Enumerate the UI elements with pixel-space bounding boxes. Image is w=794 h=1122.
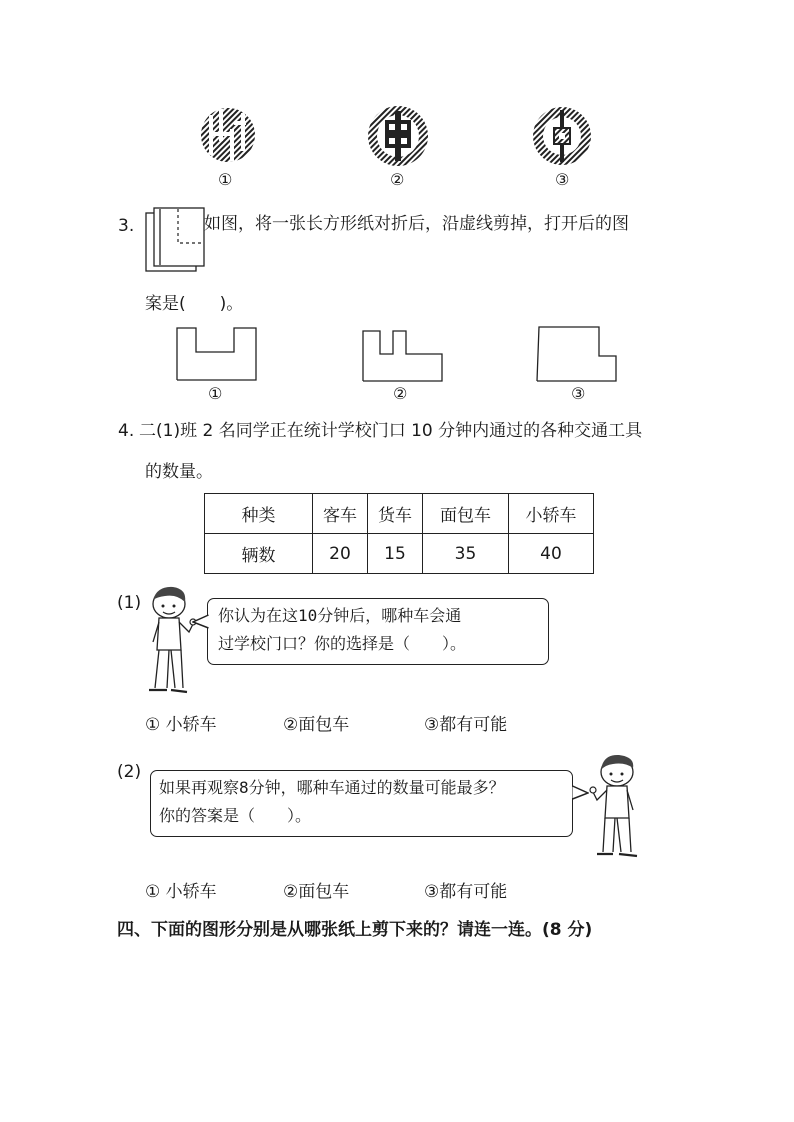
table-header-cell: 小轿车 [509, 494, 594, 534]
q4-sub1-option-1[interactable]: ① 小轿车 [145, 715, 217, 735]
table-cell: 40 [509, 534, 594, 574]
table-header-cell: 面包车 [423, 494, 509, 534]
q3-choice-2-label: ② [393, 384, 408, 403]
logo-1-label: ① [218, 170, 233, 189]
q4-text-line1: 二(1)班 2 名同学正在统计学校门口 10 分钟内通过的各种交通工具 [139, 421, 643, 441]
bubble-2-line2: 你的答案是（ ）。 [159, 806, 312, 825]
speech-bubble-1 [207, 598, 549, 665]
table-row [205, 534, 594, 574]
vehicle-count-table [204, 493, 594, 574]
q3-choice-2-shape [362, 330, 444, 382]
q4-sub2-option-2[interactable]: ②面包车 [283, 882, 350, 902]
folded-paper-figure [144, 207, 206, 273]
table-cell: 20 [313, 534, 368, 574]
q4-sub1-label: (1) [117, 593, 142, 613]
q3-number: 3. [118, 216, 135, 236]
boy-illustration-left [143, 584, 203, 696]
table-header-cell: 货车 [368, 494, 423, 534]
table-header-cell: 客车 [313, 494, 368, 534]
table-header-row [205, 494, 594, 534]
table-header-cell: 种类 [205, 494, 313, 534]
table-row-label: 辆数 [205, 534, 313, 574]
section-4-title: 四、下面的图形分别是从哪张纸上剪下来的？请连一连。(8 分) [117, 920, 593, 940]
q4-sub2-option-3[interactable]: ③都有可能 [424, 882, 508, 902]
speech-bubble-1-tail [192, 614, 210, 630]
logo-1 [200, 107, 256, 163]
table-cell: 35 [423, 534, 509, 574]
q3-choice-1-label: ① [208, 384, 223, 403]
logo-2 [367, 105, 429, 167]
q4-sub1-option-2[interactable]: ②面包车 [283, 715, 350, 735]
logo-2-label: ② [390, 170, 405, 189]
q3-choice-3-label: ③ [571, 384, 586, 403]
q4-sub1-option-3[interactable]: ③都有可能 [424, 715, 508, 735]
q4-sub2-label: (2) [117, 762, 142, 782]
q3-choice-1-shape [176, 327, 258, 381]
bubble-1-line1: 你认为在这10分钟后，哪种车会通 [218, 606, 462, 625]
q4-text-line2: 的数量。 [145, 462, 213, 482]
logo-3 [532, 106, 592, 166]
bubble-1-line2: 过学校门口？你的选择是（ ）。 [218, 634, 467, 653]
boy-illustration-right [583, 752, 643, 860]
q3-text-line1: 如图，将一张长方形纸对折后，沿虚线剪掉，打开后的图 [204, 214, 629, 234]
q3-text-line2: 案是( )。 [145, 294, 244, 314]
q3-choice-3-shape [536, 326, 618, 382]
q4-sub2-option-1[interactable]: ① 小轿车 [145, 882, 217, 902]
bubble-2-line1: 如果再观察8分钟，哪种车通过的数量可能最多？ [159, 778, 505, 797]
logo-3-label: ③ [555, 170, 570, 189]
q4-number: 4. [118, 421, 135, 441]
table-cell: 15 [368, 534, 423, 574]
speech-bubble-2 [150, 770, 573, 837]
